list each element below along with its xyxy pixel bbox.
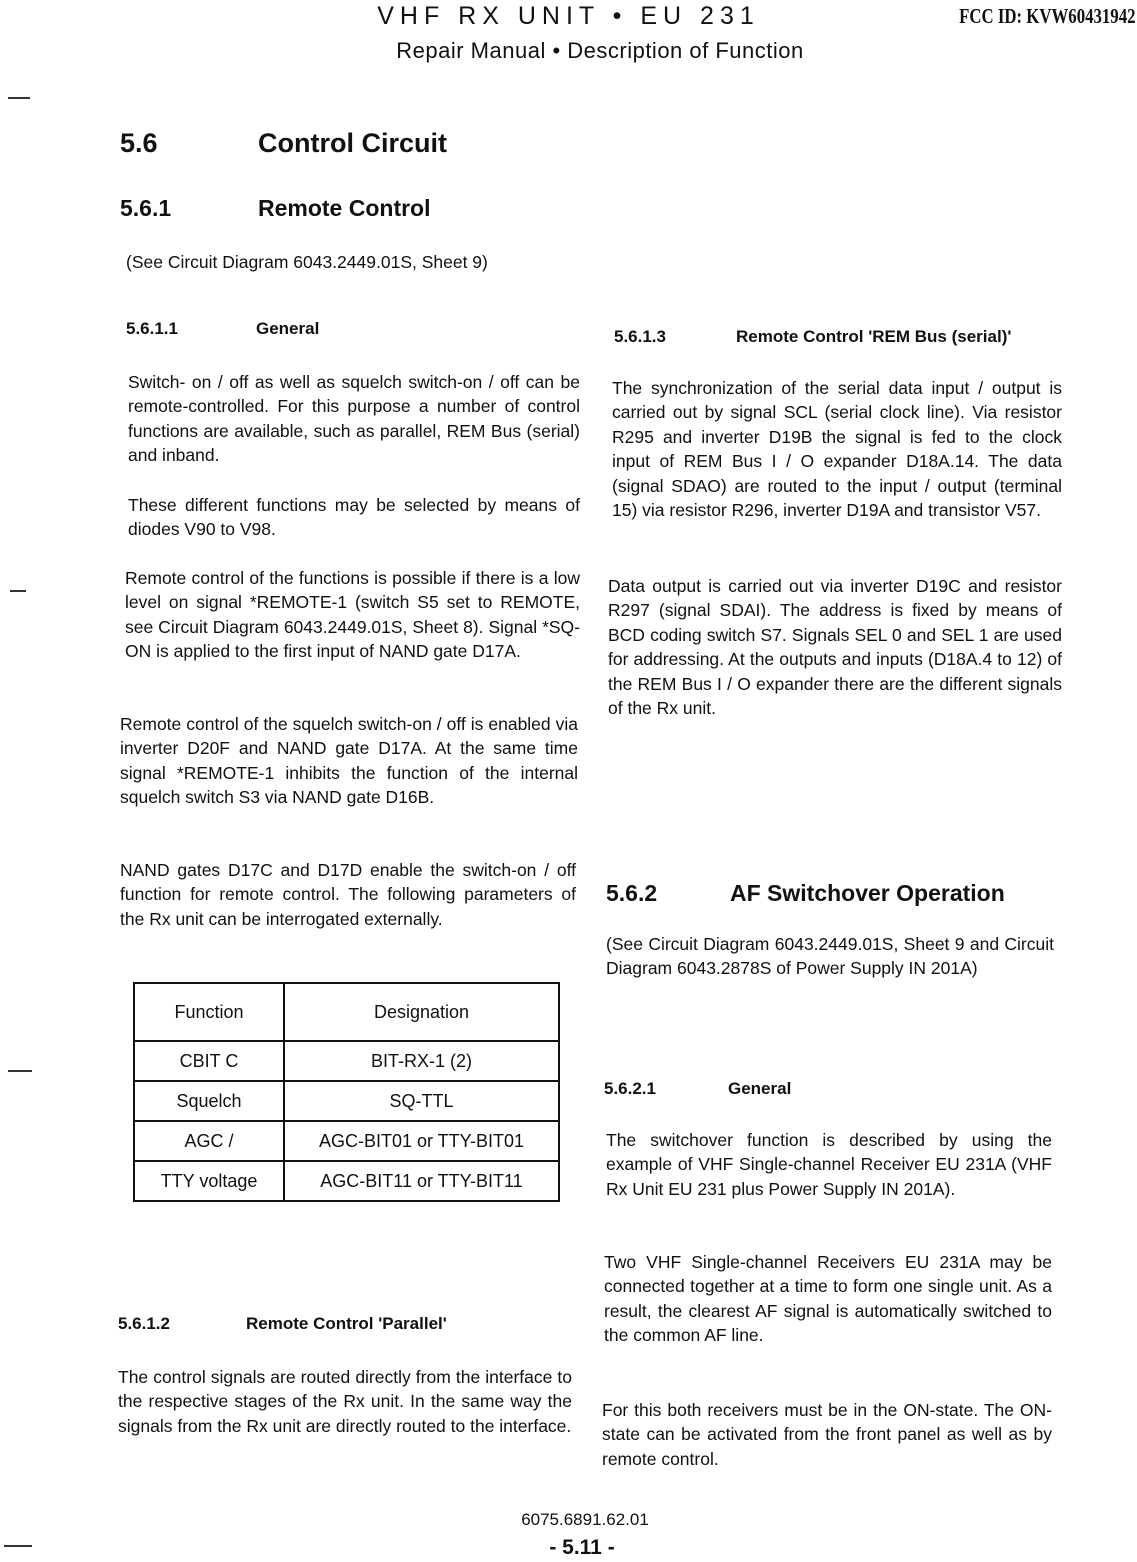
section-title: Remote Control: [258, 195, 431, 221]
section-number: 5.6.2.1: [604, 1079, 656, 1098]
fcc-id: FCC ID: KVW60431942: [958, 4, 1135, 28]
table-row: [134, 1081, 559, 1121]
section-5-6-2-1-heading: [604, 1079, 791, 1099]
table-cell: SQ-TTL: [284, 1081, 559, 1121]
section-title: Remote Control 'Parallel': [246, 1314, 447, 1333]
margin-mark: [8, 1070, 32, 1072]
margin-mark: [8, 97, 30, 99]
section-title: Remote Control 'REM Bus (serial)': [736, 327, 1012, 346]
paragraph: The synchronization of the serial data input / output is carried out by signal SCL (serial clock line). Via resistor R295 and inverter D19B the signal is fed to the clock input of REM Bus I / O expander D18A.14. The data (signal SDAO) are routed to the input / output (terminal 15) via resistor R296, inverter D19A and transistor V57.: [612, 378, 1062, 521]
paragraph: For this both receivers must be in the ON-state. The ON-state can be activated from the front panel as well as by remote control.: [602, 1400, 1052, 1469]
paragraph: Switch- on / off as well as squelch switch-on / off can be remote-controlled. For this purpose a number of control functions are available, such as parallel, REM Bus (serial) and inband.: [128, 372, 580, 466]
section-number: 5.6.1.3: [614, 327, 666, 346]
document-number: 6075.6891.62.01: [521, 1510, 649, 1529]
section-number: 5.6.1.1: [126, 319, 178, 338]
section-number: 5.6.2: [606, 880, 658, 906]
section-number: 5.6: [120, 128, 158, 158]
table-cell: BIT-RX-1 (2): [284, 1041, 559, 1081]
section-5-6-1-3-heading: [614, 327, 1011, 347]
circuit-reference: (See Circuit Diagram 6043.2449.01S, Sheet 9 and Circuit Diagram 6043.2878S of Power Supply IN 201A): [606, 934, 1054, 979]
table-header-cell: Designation: [284, 983, 559, 1041]
section-title: General: [256, 319, 320, 338]
section-5-6-1-heading: [120, 195, 431, 222]
section-number: 5.6.1: [120, 195, 172, 221]
section-5-6-1-1-heading: [126, 319, 319, 339]
margin-mark: [10, 590, 26, 592]
paragraph: The control signals are routed directly from the interface to the respective stages of the Rx unit. In the same way the signals from the Rx unit are directly routed to the interface.: [118, 1367, 572, 1436]
paragraph: Two VHF Single-channel Receivers EU 231A may be connected together at a time to form one single unit. As a result, the clearest AF signal is automatically switched to the common AF line.: [604, 1252, 1052, 1346]
table-header-cell: Function: [134, 983, 284, 1041]
section-5-6-2-heading: [606, 880, 1005, 907]
paragraph: The switchover function is described by using the example of VHF Single-channel Receiver EU 231A (VHF Rx Unit EU 231 plus Power Supply IN 201A).: [606, 1130, 1052, 1199]
section-title: AF Switchover Operation: [730, 880, 1005, 906]
table-header-row: [134, 983, 559, 1041]
table-row: [134, 1041, 559, 1081]
parameter-table: [133, 982, 560, 1202]
paragraph: Remote control of the functions is possible if there is a low level on signal *REMOTE-1 (switch S5 set to REMOTE, see Circuit Diagram 6043.2449.01S, Sheet 8). Signal *SQ-ON is applied to the first input of NAND gate D17A.: [125, 568, 580, 662]
table-cell: TTY voltage: [134, 1161, 284, 1201]
section-title: Control Circuit: [258, 128, 447, 158]
section-title: General: [728, 1079, 792, 1098]
table-row: [134, 1121, 559, 1161]
paragraph: Remote control of the squelch switch-on / off is enabled via inverter D20F and NAND gate D17A. At the same time signal *REMOTE-1 inhibits the function of the internal squelch switch S3 via NAND gate D16B.: [120, 714, 578, 808]
page-number: - 5.11 -: [549, 1536, 615, 1559]
table-cell: AGC-BIT01 or TTY-BIT01: [284, 1121, 559, 1161]
table-cell: AGC /: [134, 1121, 284, 1161]
table-cell: Squelch: [134, 1081, 284, 1121]
section-5-6-heading: [120, 128, 447, 159]
paragraph: These different functions may be selected by means of diodes V90 to V98.: [128, 495, 580, 540]
section-number: 5.6.1.2: [118, 1314, 170, 1333]
document-subtitle: Repair Manual • Description of Function: [396, 38, 804, 63]
document-title: VHF RX UNIT • EU 231: [377, 2, 760, 30]
paragraph: NAND gates D17C and D17D enable the switch-on / off function for remote control. The following parameters of the Rx unit can be interrogated externally.: [120, 860, 576, 929]
section-5-6-1-2-heading: [118, 1314, 447, 1334]
paragraph: Data output is carried out via inverter D19C and resistor R297 (signal SDAI). The address is fixed by means of BCD coding switch S7. Signals SEL 0 and SEL 1 are used for addressing. At the outputs and inputs (D18A.4 to 12) of the REM Bus I / O expander there are the different signals of the Rx unit.: [608, 576, 1062, 719]
table-cell: AGC-BIT11 or TTY-BIT11: [284, 1161, 559, 1201]
table-row: [134, 1161, 559, 1201]
circuit-reference: (See Circuit Diagram 6043.2449.01S, Sheet 9): [126, 252, 488, 272]
table-cell: CBIT C: [134, 1041, 284, 1081]
